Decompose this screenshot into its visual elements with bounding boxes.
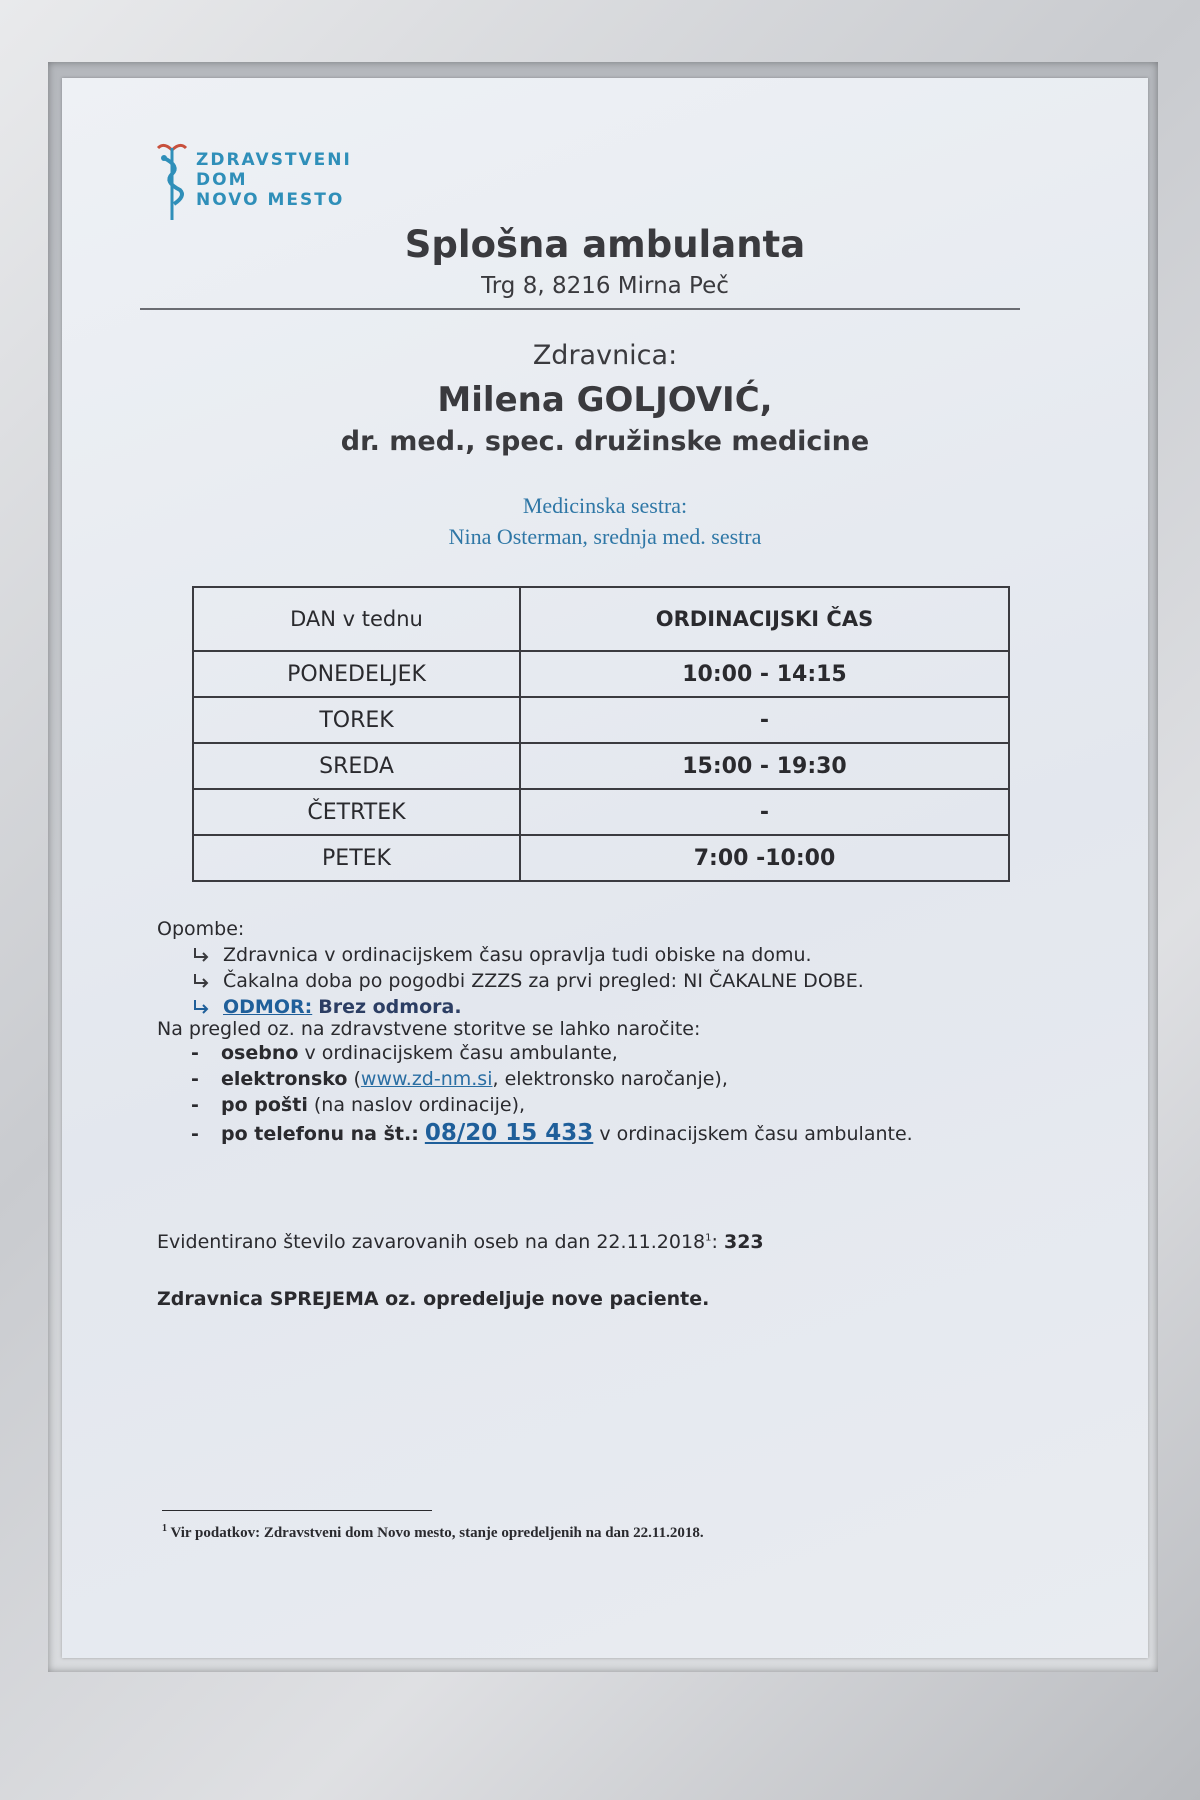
footnote-divider <box>162 1510 432 1511</box>
booking-detail: v ordinacijskem času ambulante. <box>593 1123 913 1145</box>
booking-section <box>157 1018 1057 1146</box>
day-cell: TOREK <box>193 697 520 743</box>
table-row <box>193 651 1009 697</box>
divider <box>140 308 1020 310</box>
footnote-marker: 1 <box>162 1523 167 1534</box>
footnote-ref: 1 <box>705 1232 712 1244</box>
footnote-text: Vir podatkov: Zdravstveni dom Novo mesto, stanje opredeljenih na dan 22.11.2018. <box>167 1525 704 1541</box>
dash-bullet: - <box>191 1068 199 1090</box>
day-cell: PONEDELJEK <box>193 651 520 697</box>
day-cell: SREDA <box>193 743 520 789</box>
paren-open: ( <box>347 1068 361 1090</box>
booking-method: po pošti <box>221 1094 308 1116</box>
note-item <box>191 968 864 994</box>
arrow-bullet-icon <box>191 972 213 990</box>
note-text: Čakalna doba po pogodbi ZZZS za prvi pregled: NI ČAKALNE DOBE. <box>223 970 864 992</box>
odmor-value: Brez odmora. <box>318 996 462 1018</box>
page-title: Splošna ambulanta <box>404 223 806 266</box>
caduceus-icon <box>152 140 192 222</box>
notes-section <box>157 918 864 1020</box>
note-item-odmor <box>191 994 864 1020</box>
insured-count-label: Evidentirano število zavarovanih oseb na dan 22.11.2018 <box>157 1231 706 1253</box>
booking-detail: v ordinacijskem času ambulante, <box>298 1042 618 1064</box>
nurse-label: Medicinska sestra: <box>522 493 688 518</box>
insured-count-value: 323 <box>723 1231 764 1253</box>
accepting-patients: Zdravnica SPREJEMA oz. opredeljuje nove paciente. <box>157 1288 710 1310</box>
logo-line-2: DOM <box>196 170 248 190</box>
logo-line-1: ZDRAVSTVENI <box>196 150 352 170</box>
nurse-name: Nina Osterman, srednja med. sestra <box>448 524 762 549</box>
dash-bullet: - <box>191 1123 199 1145</box>
notice-sheet <box>62 78 1148 1658</box>
arrow-bullet-icon <box>191 946 213 964</box>
booking-detail: (na naslov ordinacije), <box>307 1094 526 1116</box>
booking-method: po telefonu na št.: <box>221 1123 419 1145</box>
separator: : <box>711 1231 724 1253</box>
hours-cell: 7:00 -10:00 <box>520 835 1009 881</box>
booking-method: elektronsko <box>221 1068 348 1090</box>
hours-cell: - <box>520 697 1009 743</box>
logo-line-3: NOVO MESTO <box>196 190 345 210</box>
note-text: Zdravnica v ordinacijskem času opravlja tudi obiske na domu. <box>223 944 812 966</box>
column-header-hours: ORDINACIJSKI ČAS <box>520 587 1009 651</box>
booking-item <box>191 1042 1057 1068</box>
odmor-label: ODMOR: <box>223 996 313 1018</box>
booking-item <box>191 1068 1057 1094</box>
doctor-name: Milena GOLJOVIĆ, <box>437 380 773 420</box>
notes-title: Opombe: <box>157 918 245 940</box>
table-row <box>193 789 1009 835</box>
doctor-title: dr. med., spec. družinske medicine <box>340 426 870 457</box>
booking-method: osebno <box>221 1042 299 1064</box>
website-link[interactable]: www.zd-nm.si <box>360 1068 493 1090</box>
hours-cell: 15:00 - 19:30 <box>520 743 1009 789</box>
logo <box>152 140 352 222</box>
dash-bullet: - <box>191 1042 199 1064</box>
table-header-row <box>193 587 1009 651</box>
booking-item <box>191 1094 1057 1120</box>
insured-count <box>157 1231 764 1253</box>
address: Trg 8, 8216 Mirna Peč <box>481 273 729 299</box>
hours-cell: - <box>520 789 1009 835</box>
booking-intro: Na pregled oz. na zdravstvene storitve se lahko naročite: <box>157 1018 701 1040</box>
table-row <box>193 835 1009 881</box>
table-row <box>193 743 1009 789</box>
booking-detail: , elektronsko naročanje), <box>492 1068 728 1090</box>
footnote <box>162 1523 704 1542</box>
hours-cell: 10:00 - 14:15 <box>520 651 1009 697</box>
column-header-day: DAN v tednu <box>193 587 520 651</box>
office-hours-table <box>192 586 1010 882</box>
arrow-bullet-icon <box>191 998 213 1016</box>
day-cell: ČETRTEK <box>193 789 520 835</box>
doctor-label: Zdravnica: <box>532 340 678 371</box>
dash-bullet: - <box>191 1094 199 1116</box>
phone-number[interactable]: 08/20 15 433 <box>424 1120 594 1146</box>
day-cell: PETEK <box>193 835 520 881</box>
table-row <box>193 697 1009 743</box>
booking-item <box>191 1120 1057 1146</box>
note-item <box>191 942 864 968</box>
